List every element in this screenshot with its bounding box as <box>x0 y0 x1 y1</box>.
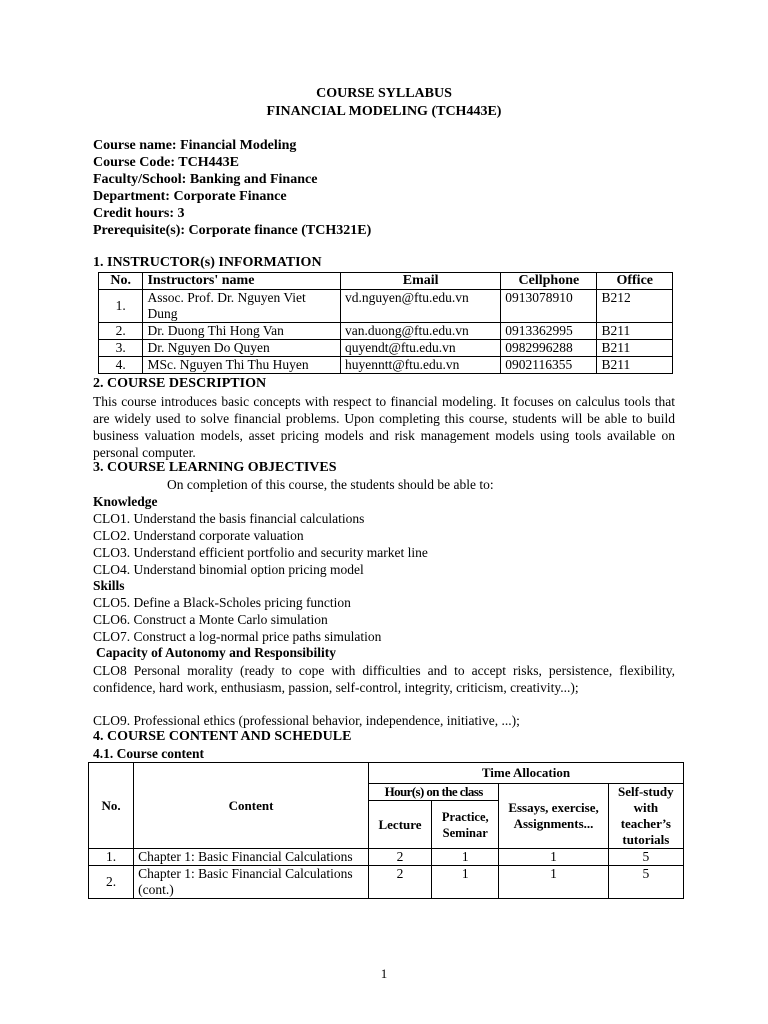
clo-item: CLO2. Understand corporate valuation <box>93 528 304 543</box>
cell-no: 2. <box>89 866 134 899</box>
section-instructors-heading: 1. INSTRUCTOR(s) INFORMATION <box>93 255 322 270</box>
cell-cellphone: 0913362995 <box>501 323 597 340</box>
col-email-header: Email <box>341 273 501 290</box>
course-info <box>93 137 693 239</box>
cell-practice: 1 <box>432 849 499 866</box>
cell-practice: 1 <box>432 866 499 899</box>
course-description: This course introduces basic concepts with respect to financial modeling. It focuses on calculus tools that are widely used to solve financial problems. Upon completing this course, students will be able to build business valuation models, asset pricing models and risk management models using tools available on personal computer. <box>93 394 675 460</box>
table-row <box>89 849 684 866</box>
time-allocation-header: Time Allocation <box>368 763 683 784</box>
cell-cellphone: 0982996288 <box>501 340 597 357</box>
knowledge-label: Knowledge <box>93 494 158 509</box>
hours-on-class-header: Hour(s) on the class <box>368 784 498 801</box>
cell-no: 1. <box>99 290 143 323</box>
cell-content: Chapter 1: Basic Financial Calculations <box>134 849 369 866</box>
cell-cellphone: 0902116355 <box>501 357 597 374</box>
clo-item: CLO5. Define a Black-Scholes pricing function <box>93 595 351 610</box>
page-number: 1 <box>380 966 388 981</box>
table-row <box>99 357 673 374</box>
clo-item: CLO9. Professional ethics (professional behavior, independence, initiative, ...); <box>93 713 520 728</box>
department: Department: Corporate Finance <box>93 189 287 204</box>
cell-essays: 1 <box>499 849 608 866</box>
col-content-header: Content <box>134 763 369 849</box>
clo-item: CLO1. Understand the basis financial calculations <box>93 511 365 526</box>
cell-name: Assoc. Prof. Dr. Nguyen Viet Dung <box>143 290 341 323</box>
table-row <box>99 340 673 357</box>
document-subtitle: FINANCIAL MODELING (TCH443E) <box>266 104 502 119</box>
lecture-header: Lecture <box>368 801 431 849</box>
col-cellphone-header: Cellphone <box>501 273 597 290</box>
autonomy-label: Capacity of Autonomy and Responsibility <box>96 645 337 660</box>
prerequisites: Prerequisite(s): Corporate finance (TCH321E) <box>93 223 372 238</box>
schedule-table <box>88 762 684 899</box>
cell-name: MSc. Nguyen Thi Thu Huyen <box>143 357 341 374</box>
cell-office: B212 <box>597 290 673 323</box>
faculty-school: Faculty/School: Banking and Finance <box>93 172 318 187</box>
cell-no: 3. <box>99 340 143 357</box>
self-study-header: Self-study with teacher’s tutorials <box>608 784 683 849</box>
section-description-heading: 2. COURSE DESCRIPTION <box>93 376 267 391</box>
cell-office: B211 <box>597 357 673 374</box>
cell-office: B211 <box>597 340 673 357</box>
clo-item: CLO7. Construct a log-normal price paths simulation <box>93 629 382 644</box>
section-schedule-heading: 4. COURSE CONTENT AND SCHEDULE <box>93 729 352 744</box>
credit-hours: Credit hours: 3 <box>93 206 185 221</box>
course-code: Course Code: TCH443E <box>93 155 239 170</box>
col-office-header: Office <box>597 273 673 290</box>
cell-email: vd.nguyen@ftu.edu.vn <box>341 290 501 323</box>
document-title: COURSE SYLLABUS <box>316 86 452 101</box>
cell-email: quyendt@ftu.edu.vn <box>341 340 501 357</box>
table-header-row <box>99 273 673 290</box>
table-row <box>89 866 684 899</box>
cell-essays: 1 <box>499 866 608 899</box>
clo-item: CLO8 Personal morality (ready to cope with difficulties and to accept risks, persistence, flexibility, confidence, hard work, enthusiasm, passion, self-control, integrity, criticism, creativity...); <box>93 663 675 695</box>
table-row <box>99 323 673 340</box>
clo-item: CLO3. Understand efficient portfolio and security market line <box>93 545 428 560</box>
course-content-subheading: 4.1. Course content <box>93 746 204 761</box>
clo-item: CLO4. Understand binomial option pricing model <box>93 562 364 577</box>
cell-email: van.duong@ftu.edu.vn <box>341 323 501 340</box>
practice-header: Practice, Seminar <box>432 801 499 849</box>
col-no-header: No. <box>99 273 143 290</box>
essays-header: Essays, exercise, Assignments... <box>499 784 608 849</box>
instructors-table <box>98 272 673 374</box>
col-name-header: Instructors' name <box>143 273 341 290</box>
cell-name: Dr. Duong Thi Hong Van <box>143 323 341 340</box>
cell-lecture: 2 <box>368 866 431 899</box>
cell-name: Dr. Nguyen Do Quyen <box>143 340 341 357</box>
objectives-intro: On completion of this course, the students should be able to: <box>167 477 494 492</box>
cell-content: Chapter 1: Basic Financial Calculations (cont.) <box>134 866 369 899</box>
col-no-header: No. <box>89 763 134 849</box>
table-row <box>99 290 673 323</box>
table-header-row <box>89 763 684 784</box>
course-name: Course name: Financial Modeling <box>93 138 297 153</box>
cell-office: B211 <box>597 323 673 340</box>
section-objectives-heading: 3. COURSE LEARNING OBJECTIVES <box>93 460 337 475</box>
cell-cellphone: 0913078910 <box>501 290 597 323</box>
cell-no: 1. <box>89 849 134 866</box>
cell-self-study: 5 <box>608 849 683 866</box>
clo-item: CLO6. Construct a Monte Carlo simulation <box>93 612 328 627</box>
cell-self-study: 5 <box>608 866 683 899</box>
skills-label: Skills <box>93 578 125 593</box>
cell-no: 2. <box>99 323 143 340</box>
cell-no: 4. <box>99 357 143 374</box>
cell-email: huyenntt@ftu.edu.vn <box>341 357 501 374</box>
cell-lecture: 2 <box>368 849 431 866</box>
